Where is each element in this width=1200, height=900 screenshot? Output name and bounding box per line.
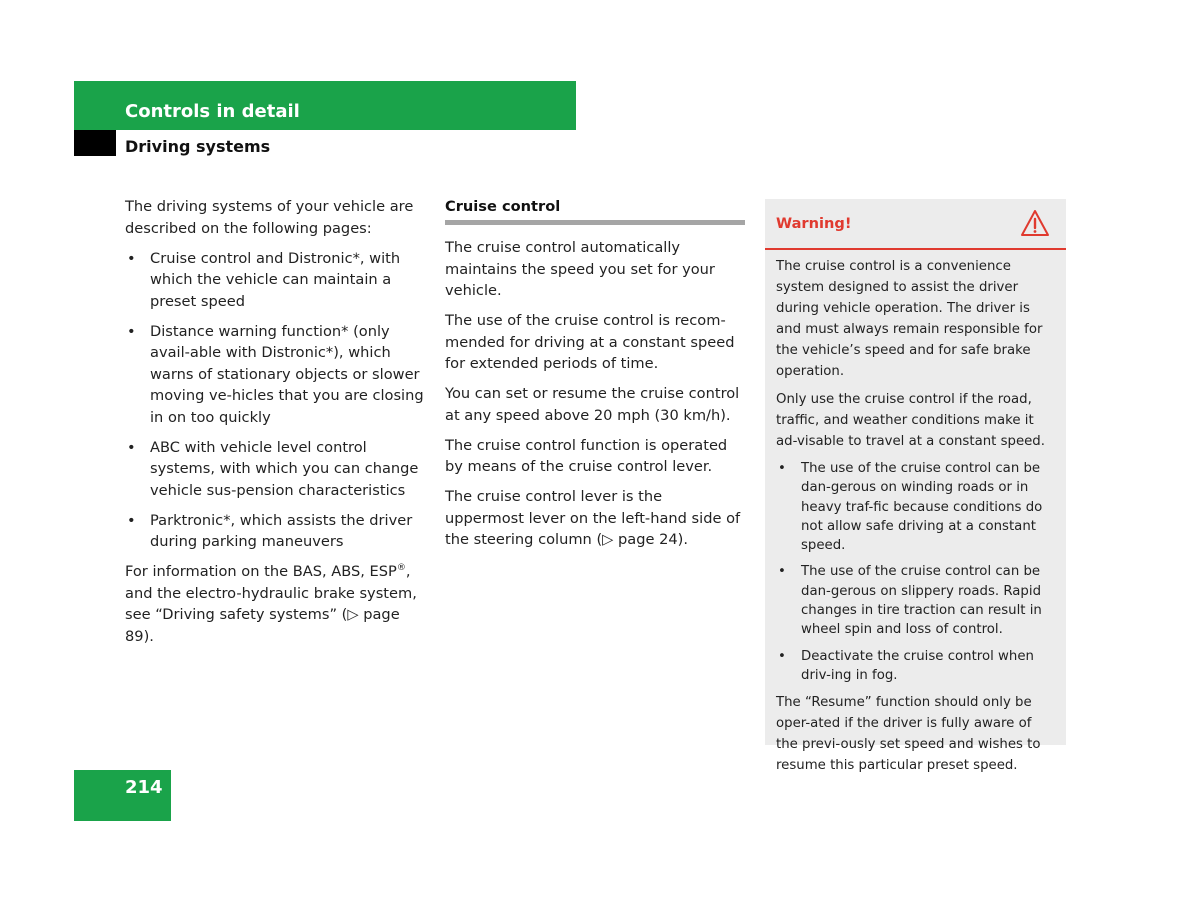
warning-paragraph: Only use the cruise control if the road, traffic, and weather conditions make it ad-visable to travel at a constant speed.	[776, 392, 1045, 449]
cruise-section-title: Cruise control	[445, 198, 561, 215]
warning-title: Warning!	[776, 215, 852, 232]
cruise-paragraph: The use of the cruise control is recom-mended for driving at a constant speed for extended periods of time.	[445, 312, 735, 372]
page-number-box	[74, 770, 171, 821]
warning-body	[765, 250, 1066, 776]
warning-triangle-icon	[1020, 209, 1050, 237]
cruise-paragraph: You can set or resume the cruise control at any speed above 20 mph (30 km/h).	[445, 385, 740, 424]
bullet-icon: •	[127, 322, 136, 340]
bullet-icon: •	[127, 249, 136, 267]
list-item: • Cruise control and Distronic*, with which the vehicle can maintain a preset speed	[127, 249, 401, 310]
list-item: • The use of the cruise control can be dan-gerous on slippery roads. Rapid changes in tire traction can result in wheel spin and loss of control.	[778, 564, 1042, 638]
list-item: • Deactivate the cruise control when driv-ing in fog.	[778, 648, 1034, 683]
intro-column	[125, 196, 430, 656]
bullet-icon: •	[127, 511, 136, 529]
cruise-column	[445, 196, 745, 559]
cruise-paragraph: The cruise control function is operated by means of the cruise control lever.	[445, 436, 728, 475]
intro-outro: For information on the BAS, ABS, ESP®, and the electro-hydraulic brake system, see “Driving safety systems” (▷ page 89).	[125, 563, 417, 645]
bullet-icon: •	[778, 648, 786, 664]
warning-paragraph: The “Resume” function should only be oper-ated if the driver is fully aware of the previ-ously set speed and wishes to resume this particular preset speed.	[776, 695, 1041, 774]
intro-lead: The driving systems of your vehicle are described on the following pages:	[125, 198, 414, 237]
section-divider	[445, 220, 745, 225]
chapter-title: Controls in detail	[125, 101, 300, 122]
section-marker	[74, 130, 116, 156]
warning-header	[765, 199, 1066, 250]
cruise-paragraph: The cruise control automatically maintains the speed you set for your vehicle.	[445, 239, 715, 299]
warning-list	[776, 459, 1055, 685]
list-item: • ABC with vehicle level control systems, with which you can change vehicle sus-pension characteristics	[127, 438, 419, 499]
section-title: Driving systems	[125, 137, 271, 156]
intro-list	[125, 248, 430, 553]
bullet-icon: •	[778, 461, 786, 476]
bullet-icon: •	[778, 564, 786, 580]
list-item: • The use of the cruise control can be dan-gerous on winding roads or in heavy traf-fic because conditions do not allow safe driving at a constant speed.	[778, 461, 1043, 554]
chapter-header-bar	[74, 81, 576, 130]
cruise-paragraph: The cruise control lever is the uppermost lever on the left-hand side of the steering column (▷ page 24).	[445, 488, 741, 548]
warning-paragraph: The cruise control is a convenience system designed to assist the driver during vehicle operation. The driver is and must always remain responsible for the vehicle’s speed and for safe brake operation.	[776, 259, 1043, 379]
list-item: • Parktronic*, which assists the driver during parking maneuvers	[127, 511, 413, 550]
bullet-icon: •	[127, 438, 136, 456]
warning-box	[765, 199, 1066, 774]
list-item: • Distance warning function* (only avail-able with Distronic*), which warns of stationary objects or slower moving ve-hicles that you are closing in on too quickly	[127, 322, 424, 426]
page-number: 214	[125, 777, 163, 798]
